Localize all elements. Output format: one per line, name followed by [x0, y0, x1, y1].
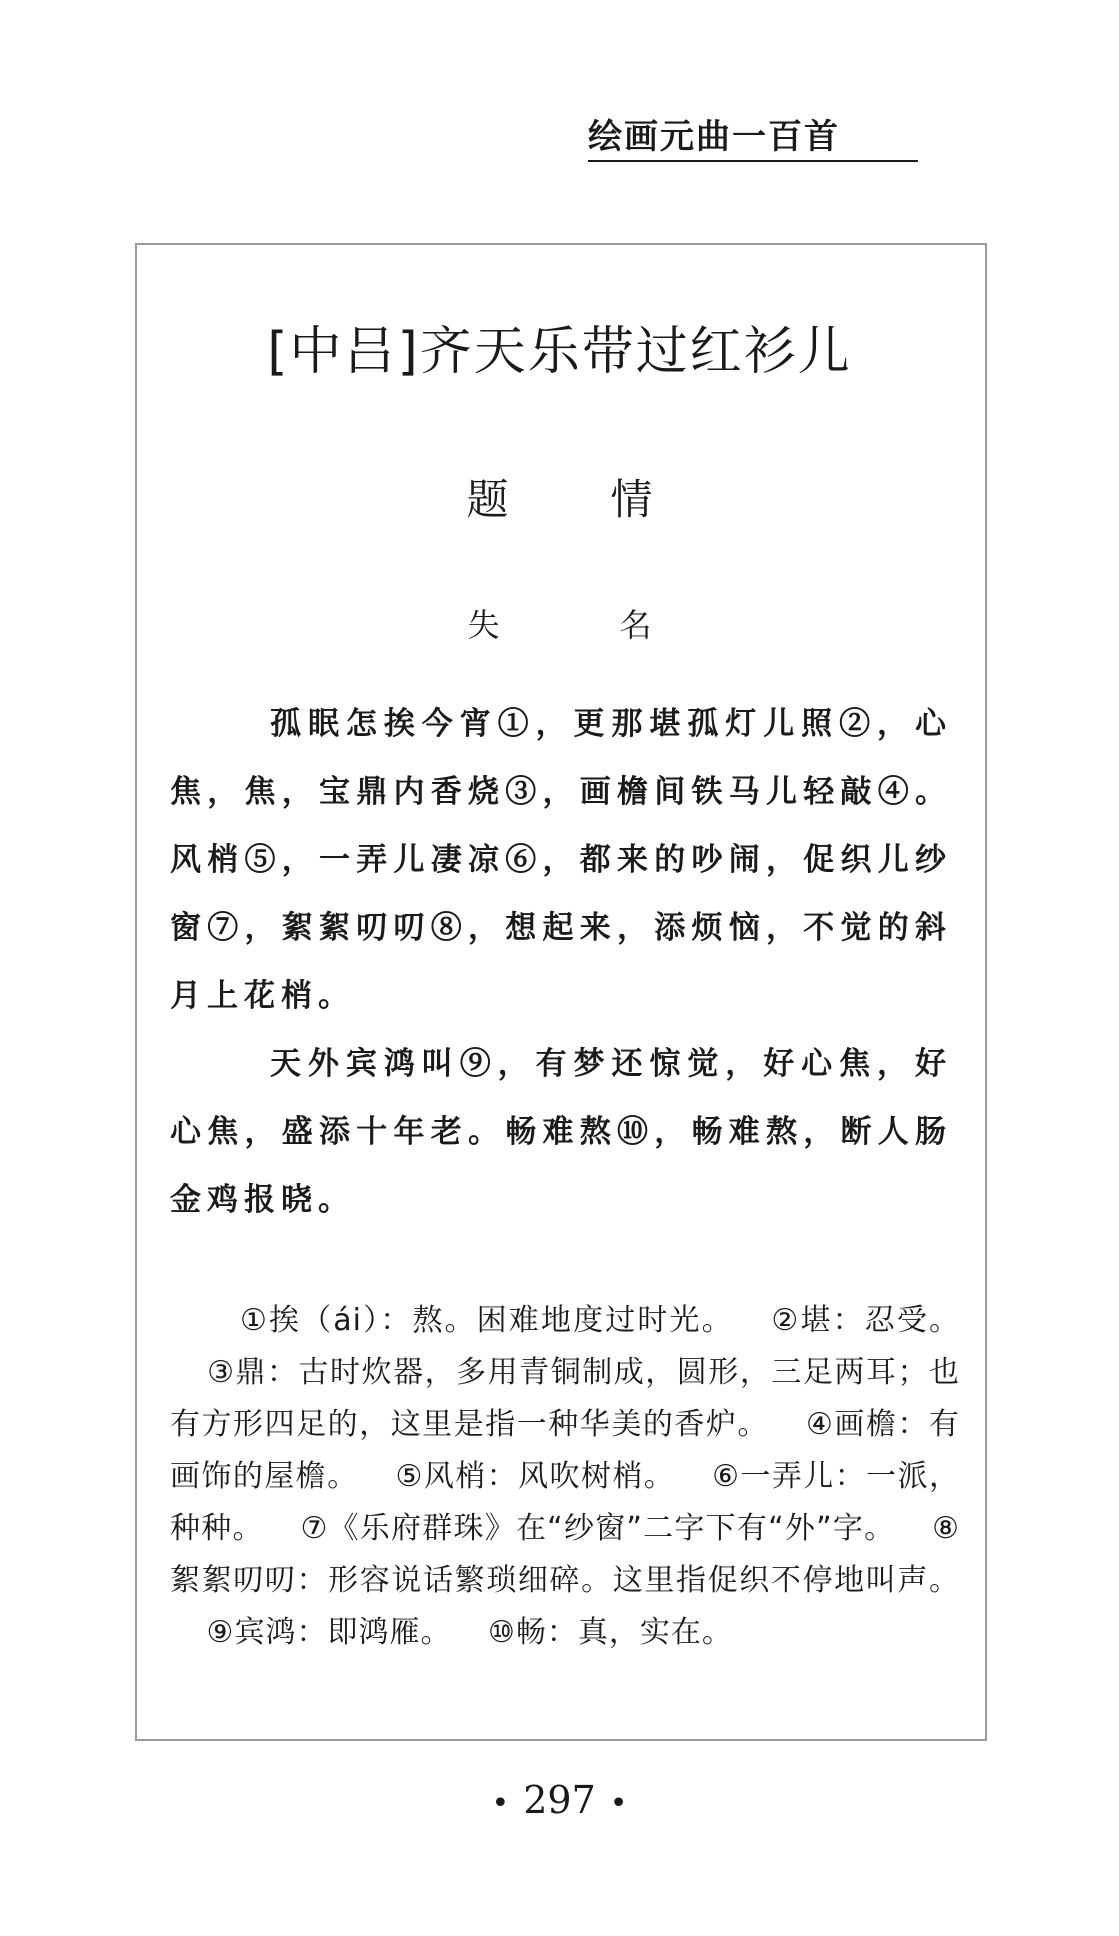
qu-subtitle: 题 情	[466, 475, 683, 524]
annotations	[170, 1295, 960, 1659]
page-number-value: 297	[523, 1778, 596, 1822]
note: ⑧絮絮叨叨：形容说话繁琐细碎。这里指促织不停地叫声。	[170, 1511, 960, 1598]
page-number	[0, 1778, 1119, 1826]
poem-body	[170, 690, 952, 1234]
note: ③鼎：古时炊器，多用青铜制成，圆形，三足两耳；也有方形四足的，这里是指一种华美的香炉。	[170, 1355, 960, 1442]
poem-paragraph: 孤眠怎挨今宵①，更那堪孤灯儿照②，心焦，焦，宝鼎内香烧③，画檐间铁马儿轻敲④。风梢⑤，一弄儿凄凉⑥，都来的吵闹，促织儿纱窗⑦，絮絮叨叨⑧，想起来，添烦恼，不觉的斜月上花梢。	[170, 706, 952, 1014]
note: ①挨（ái）：熬。困难地度过时光。	[240, 1303, 734, 1338]
author: 失 名	[467, 606, 696, 644]
bullet-right: •	[609, 1786, 628, 1821]
note: ⑩畅：真，实在。	[488, 1615, 733, 1650]
running-title: 绘画元曲一百首	[588, 117, 918, 162]
note: ⑥一弄儿：一派，种种。	[170, 1459, 960, 1546]
bullet-left: •	[491, 1786, 510, 1821]
note: ⑨宾鸿：即鸿雁。	[206, 1615, 452, 1650]
note: ⑤风梢：风吹树梢。	[395, 1459, 676, 1494]
note: ⑦《乐府群珠》在“纱窗”二字下有“外”字。	[300, 1511, 896, 1546]
qu-title: [中吕]齐天乐带过红衫儿	[267, 322, 852, 382]
note: ②堪：忍受。	[771, 1303, 960, 1338]
poem-paragraph: 天外宾鸿叫⑨，有梦还惊觉，好心焦，好心焦，盛添十年老。畅难熬⑩，畅难熬，断人肠金鸡报晓。	[170, 1046, 952, 1218]
note: ④画檐：有画饰的屋檐。	[170, 1407, 960, 1494]
